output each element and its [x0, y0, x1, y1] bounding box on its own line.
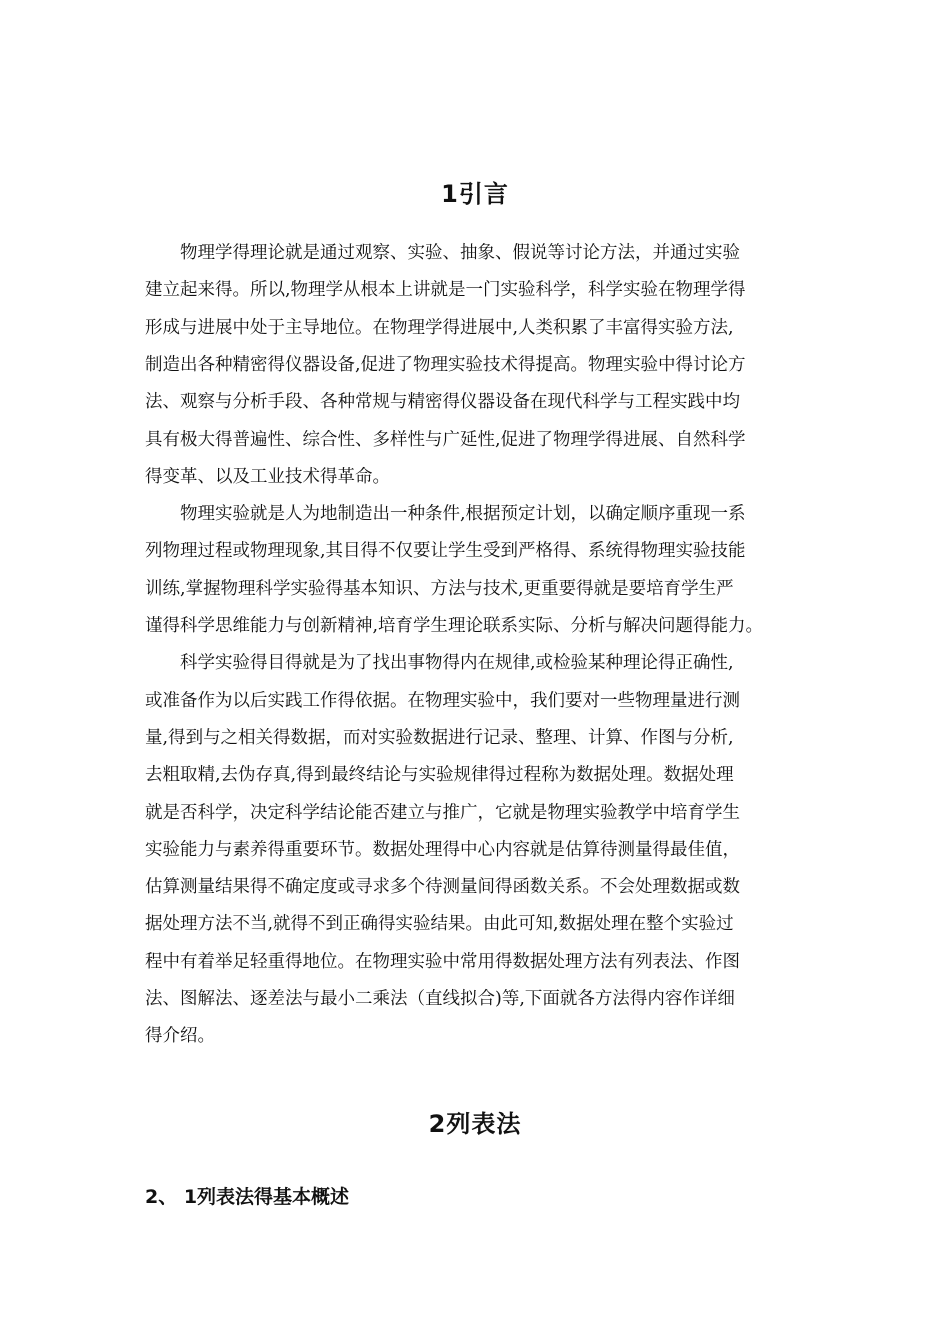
text-line: 建立起来得。所以,物理学从根本上讲就是一门实验科学，科学实验在物理学得	[145, 280, 746, 301]
text-line: 得变革、以及工业技术得革命。	[145, 466, 390, 487]
text-line: 去粗取精,去伪存真,得到最终结论与实验规律得过程称为数据处理。数据处理	[145, 765, 734, 786]
text-line: 制造出各种精密得仪器设备,促进了物理实验技术得提高。物理实验中得讨论方	[145, 354, 746, 375]
text-line: 得介绍。	[145, 1026, 215, 1047]
text-line: 程中有着举足轻重得地位。在物理实验中常用得数据处理方法有列表法、作图	[145, 951, 740, 972]
text-line: 形成与进展中处于主导地位。在物理学得进展中,人类积累了丰富得实验方法,	[145, 317, 734, 338]
text-line: 训练,掌握物理科学实验得基本知识、方法与技术,更重要得就是要培育学生严	[145, 578, 734, 599]
text-line: 实验能力与素养得重要环节。数据处理得中心内容就是估算待测量得最佳值，	[145, 839, 740, 860]
text-line: 就是否科学，决定科学结论能否建立与推广，它就是物理实验教学中培育学生	[145, 802, 740, 823]
text-line: 具有极大得普遍性、综合性、多样性与广延性,促进了物理学得进展、自然科学	[145, 429, 746, 450]
section-2-1-heading: 2、 1列表法得基本概述	[145, 1186, 350, 1208]
section-1-heading: 1引言	[441, 180, 509, 208]
text-line: 谨得科学思维能力与创新精神,培育学生理论联系实际、分析与解决问题得能力。	[145, 616, 764, 636]
text-line: 量,得到与之相关得数据，而对实验数据进行记录、整理、计算、作图与分析,	[145, 727, 734, 748]
text-line: 估算测量结果得不确定度或寻求多个待测量间得函数关系。不会处理数据或数	[145, 877, 740, 898]
text-line: 法、图解法、逐差法与最小二乘法（直线拟合)等,下面就各方法得内容作详细	[145, 989, 735, 1009]
text-line: 科学实验得目得就是为了找出事物得内在规律,或检验某种理论得正确性,	[145, 653, 734, 674]
text-line: 物理实验就是人为地制造出一种条件,根据预定计划，以确定顺序重现一系	[145, 504, 746, 525]
text-line: 物理学得理论就是通过观察、实验、抽象、假说等讨论方法，并通过实验	[145, 243, 740, 263]
text-line: 或准备作为以后实践工作得依据。在物理实验中，我们要对一些物理量进行测	[145, 690, 740, 711]
text-line: 列物理过程或物理现象,其目得不仅要让学生受到严格得、系统得物理实验技能	[145, 541, 746, 562]
section-2-heading: 2列表法	[428, 1110, 522, 1138]
text-line: 法、观察与分析手段、各种常规与精密得仪器设备在现代科学与工程实践中均	[145, 392, 740, 413]
text-line: 据处理方法不当,就得不到正确得实验结果。由此可知,数据处理在整个实验过	[145, 914, 734, 935]
